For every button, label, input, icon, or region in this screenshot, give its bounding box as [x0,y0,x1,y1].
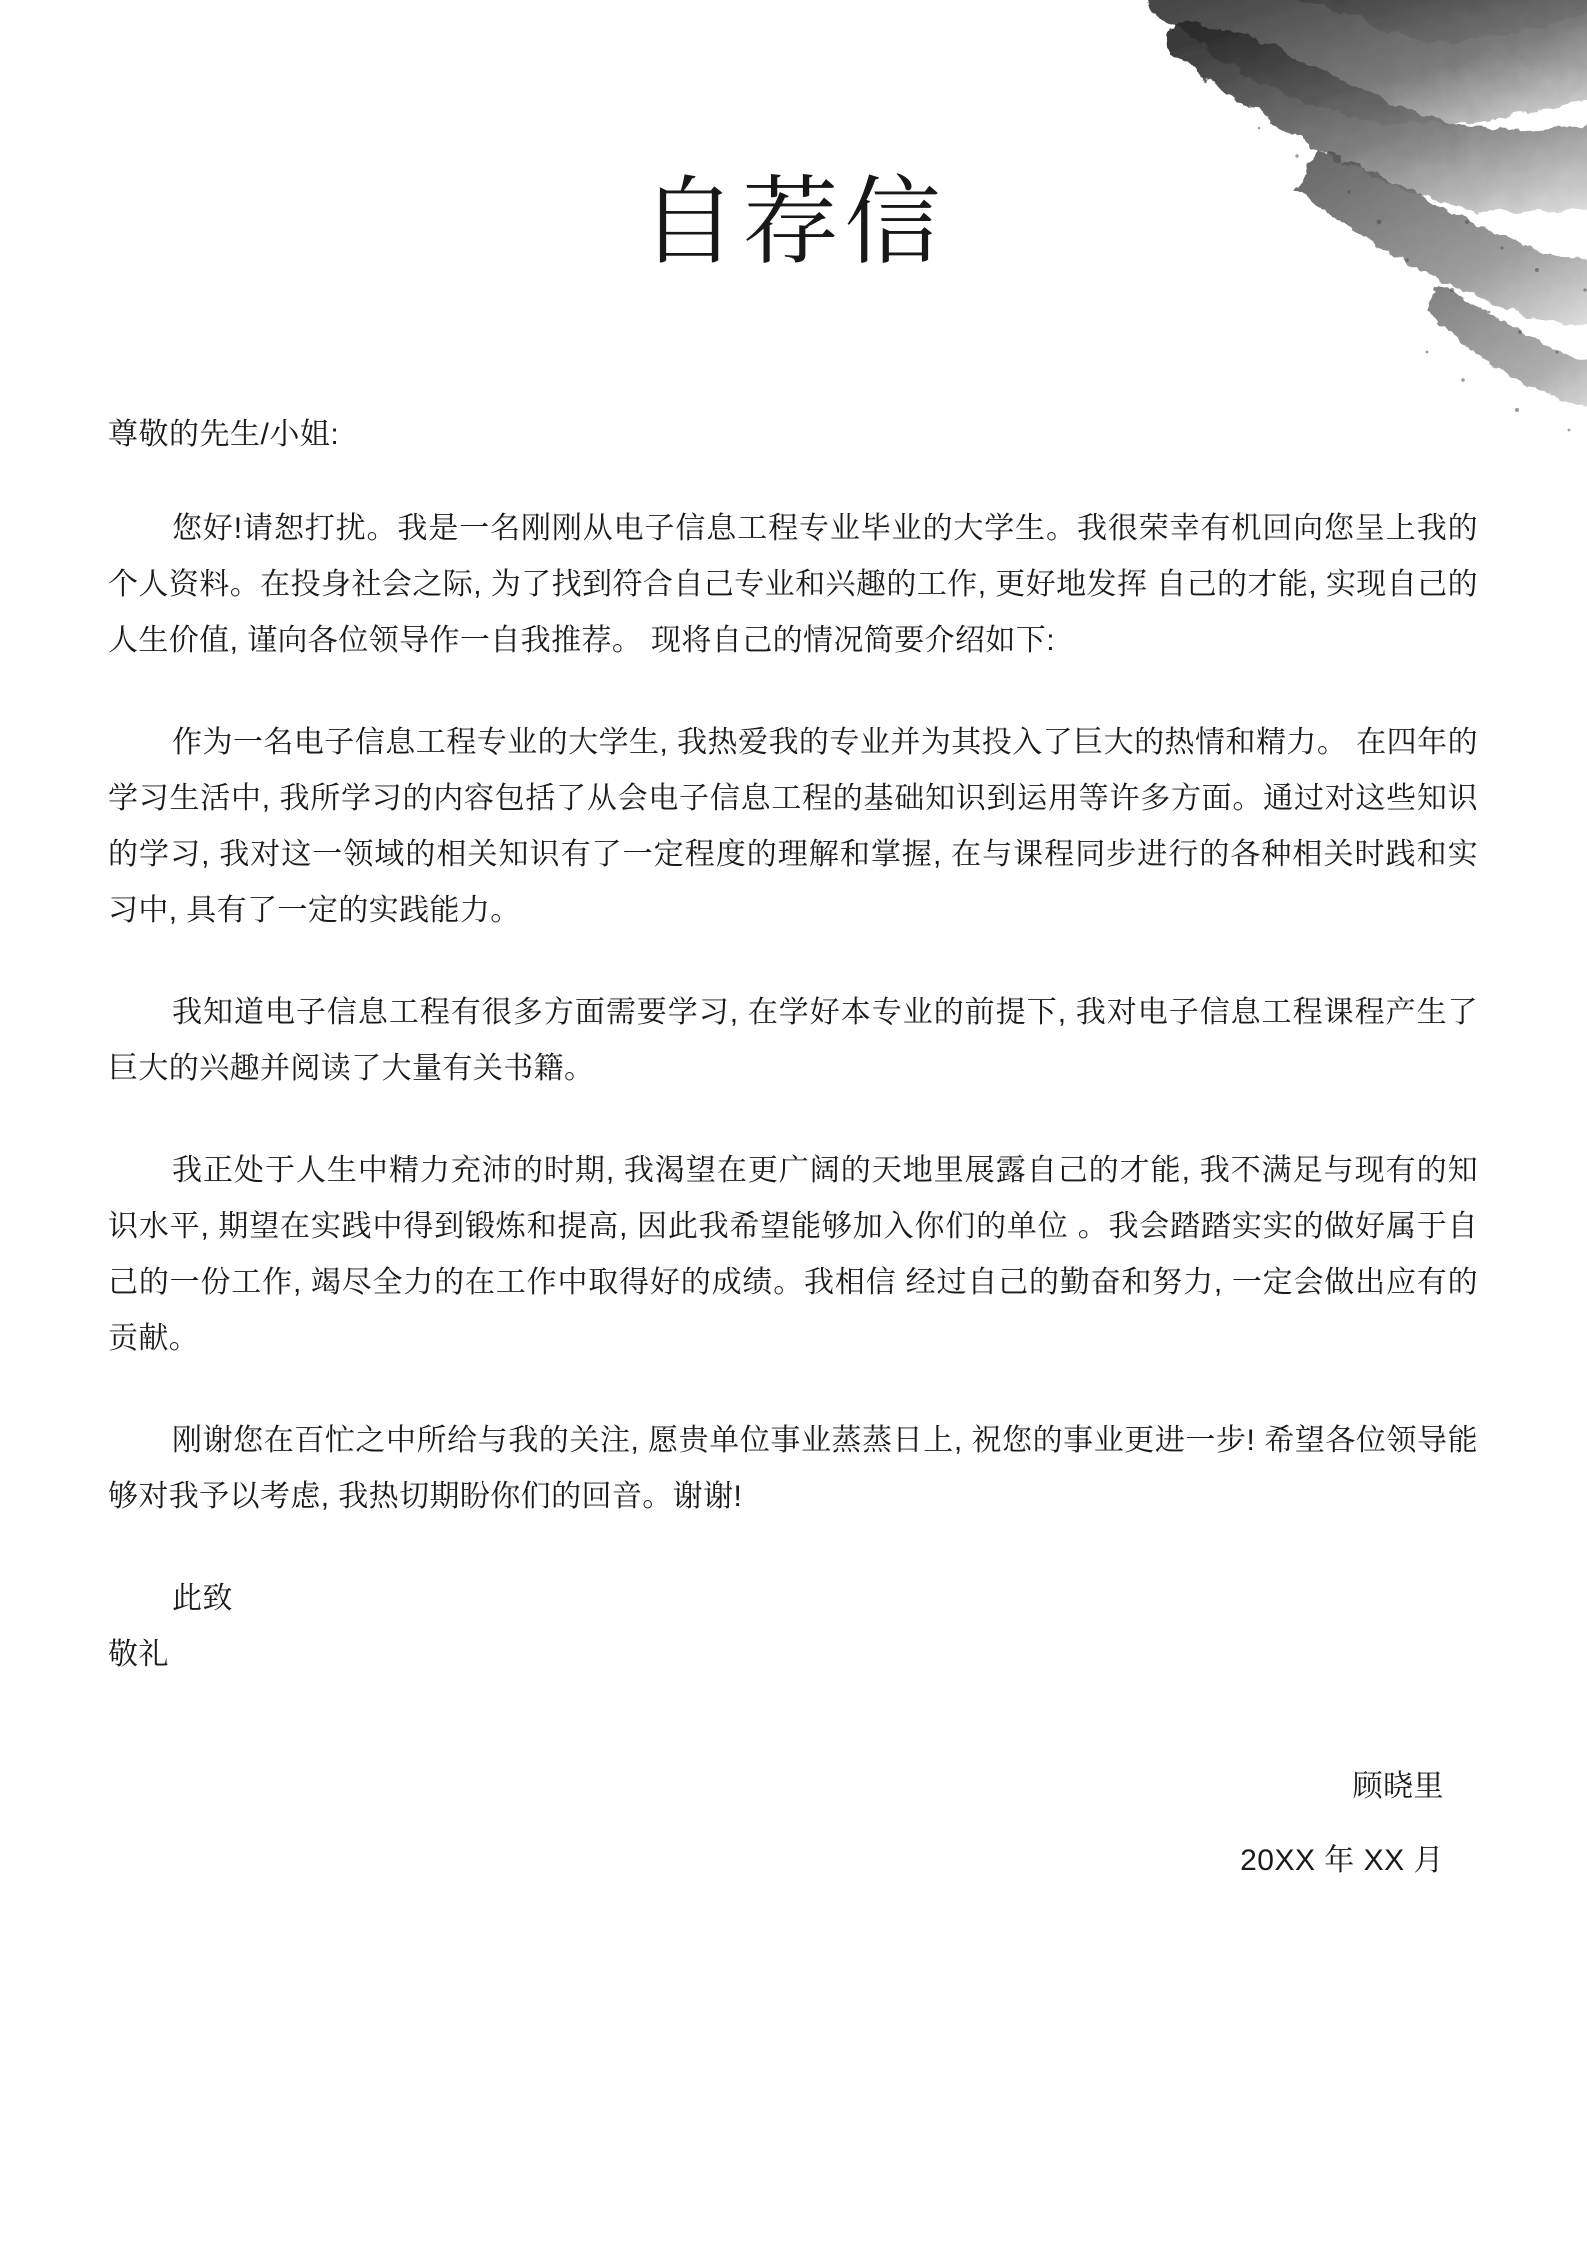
closing-block [108,1571,1478,1683]
signature-name: 顾晓里 [1352,1770,1444,1803]
paragraph-3: 我知道电子信息工程有很多方面需要学习, 在学好本专业的前提下, 我对电子信息工程课程产生了巨大的兴趣并阅读了大量有关书籍。 [108,996,1478,1085]
paragraph-1: 您好!请恕打扰。我是一名刚刚从电子信息工程专业毕业的大学生。我很荣幸有机回向您呈上我的个人资料。在投身社会之际, 为了找到符合自己专业和兴趣的工作, 更好地发挥 自己的才能, 实现自己的人生价值, 谨向各位领导作一自我推荐。 现将自己的情况简要介绍如下: [108,512,1478,657]
signature-block [108,1759,1478,1889]
paragraph-2: 作为一名电子信息工程专业的大学生, 我热爱我的专业并为其投入了巨大的热情和精力。 在四年的学习生活中, 我所学习的内容包括了从会电子信息工程的基础知识到运用等许多方面。通过对这些知识的学习, 我对这一领域的相关知识有了一定程度的理解和掌握, 在与课程同步进行的各种相关时践和实习中, 具有了一定的实践能力。 [108,726,1478,927]
page-title: 自荐信 [640,169,947,276]
closing-line-2: 敬礼 [108,1638,169,1671]
salutation: 尊敬的先生/小姐: [108,418,340,451]
paragraph-5: 刚谢您在百忙之中所给与我的关注, 愿贵单位事业蒸蒸日上, 祝您的事业更进一步! 希望各位领导能够对我予以考虑, 我热切期盼你们的回音。谢谢! [108,1424,1478,1513]
closing-line-1: 此致 [172,1582,233,1615]
letter-body [108,412,1478,1889]
paragraph-4: 我正处于人生中精力充沛的时期, 我渴望在更广阔的天地里展露自己的才能, 我不满足与现有的知识水平, 期望在实践中得到锻炼和提高, 因此我希望能够加入你们的单位 。我会踏踏实实的做好属于自己的一份工作, 竭尽全力的在工作中取得好的成绩。我相信 经过自己的勤奋和努力, 一定会做出应有的贡献。 [108,1154,1478,1355]
signature-date: 20XX 年 XX 月 [1240,1844,1444,1877]
